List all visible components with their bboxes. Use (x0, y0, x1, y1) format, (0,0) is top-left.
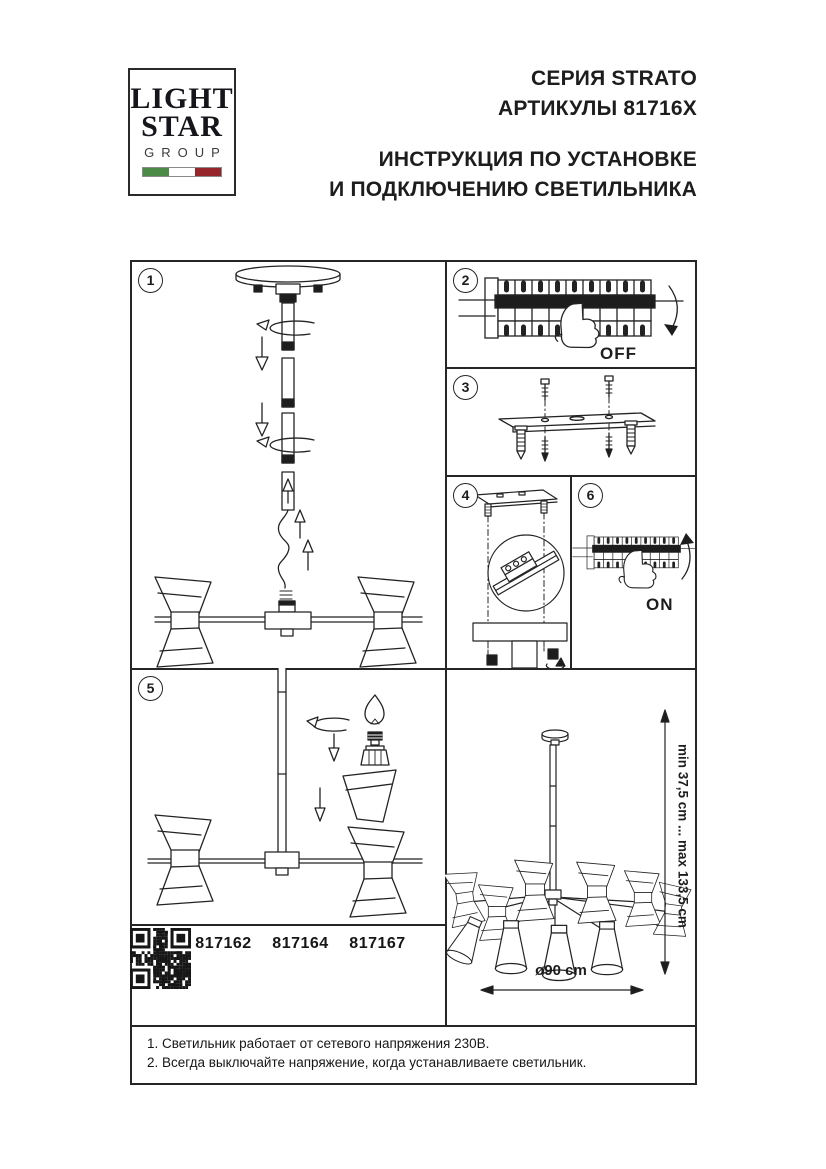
instruction-title-line2: И ПОДКЛЮЧЕНИЮ СВЕТИЛЬНИКА (329, 178, 697, 201)
instruction-title-line1: ИНСТРУКЦИЯ ПО УСТАНОВКЕ (378, 148, 697, 171)
qr-item (344, 935, 412, 1025)
step-panel-3 (445, 367, 697, 475)
lightstar-logo (128, 68, 236, 196)
mounting-bracket-diagram (445, 367, 697, 475)
notes-section (130, 1025, 697, 1085)
bulb-shade-install-diagram (130, 668, 445, 924)
step-number-badge: 3 (453, 375, 478, 400)
qr-code-817167 (130, 928, 191, 989)
step-panel-2 (445, 260, 697, 367)
articles-title: АРТИКУЛЫ 81716X (498, 97, 697, 120)
header-text (329, 64, 697, 205)
diagram-frame (130, 260, 697, 1085)
qr-item (267, 935, 335, 1025)
italy-flag-stripe (142, 167, 222, 177)
step-number-badge: 5 (138, 676, 163, 701)
step-panel-6 (570, 475, 697, 668)
article-number: 817167 (349, 935, 406, 952)
qr-item (190, 935, 258, 1025)
flag-white (169, 168, 195, 176)
logo-word-group: GROUP (144, 145, 227, 161)
assembled-dimensions-panel (445, 668, 697, 1025)
step-number-badge: 4 (453, 483, 478, 508)
step-panel-4 (445, 475, 570, 668)
note-line-2: 2. Всегда выключайте напряжение, когда устанавливаете светильник. (147, 1055, 587, 1070)
exploded-suspension-diagram (130, 260, 445, 668)
article-number: 817162 (195, 935, 252, 952)
on-label: ON (646, 595, 674, 614)
series-title: СЕРИЯ STRATO (531, 67, 697, 90)
flag-green (143, 168, 169, 176)
step-panel-1 (130, 260, 445, 668)
step-number-badge: 6 (578, 483, 603, 508)
step-number-badge: 2 (453, 268, 478, 293)
off-label: OFF (600, 344, 637, 363)
breaker-off-diagram (445, 260, 697, 367)
height-dimension-label: min 37,5 cm ... max 133,5 cm (675, 743, 691, 928)
article-number: 817164 (272, 935, 329, 952)
note-line-1: 1. Светильник работает от сетевого напряжения 230В. (147, 1036, 490, 1051)
step-number-badge: 1 (138, 268, 163, 293)
step-panel-5 (130, 668, 445, 924)
flag-red (195, 168, 221, 176)
logo-word-star: STAR (141, 109, 223, 143)
qr-section (130, 924, 445, 1025)
diameter-dimension-label: ø90 cm (535, 962, 587, 979)
logo-word-light: LIGHT (130, 82, 234, 115)
